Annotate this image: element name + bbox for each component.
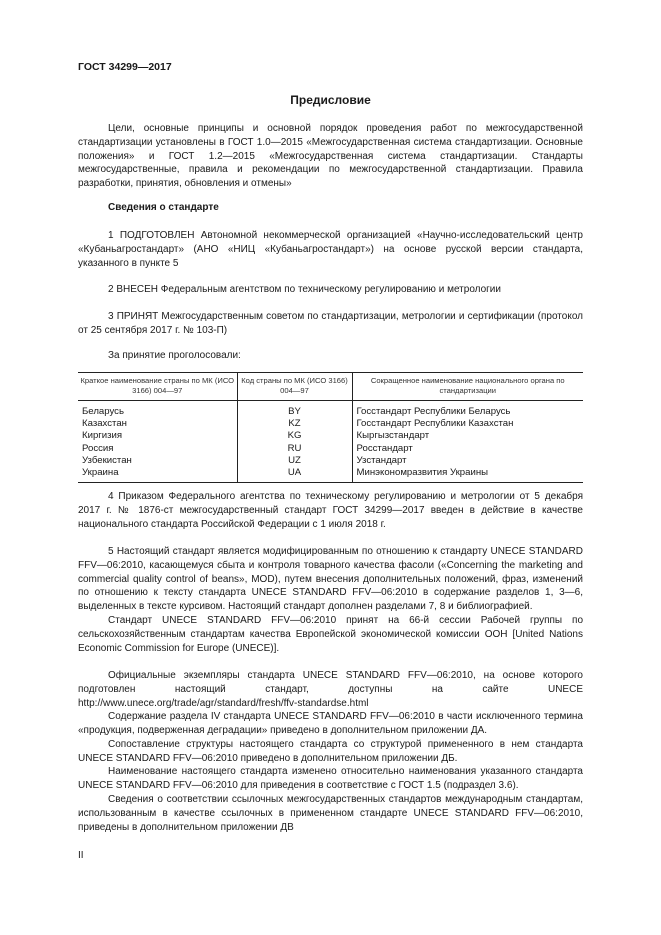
- table-header-body: Сокращенное наименование национального органа по стандартизации: [352, 373, 583, 401]
- country-cell: Россия: [82, 442, 114, 454]
- item-3-paragraph: 3 ПРИНЯТ Межгосударственным советом по стандартизации, метрологии и сертификации (протокол от 25 сентября 2017 г. № 103-П): [78, 311, 583, 336]
- body-cell: Госстандарт Республики Казахстан: [352, 418, 583, 430]
- body-cell: Узстандарт: [352, 455, 583, 467]
- table-header-row: [78, 373, 583, 401]
- table-row: [78, 418, 583, 430]
- body-cell: Кыргызстандарт: [352, 430, 583, 442]
- code-cell: RU: [237, 443, 352, 455]
- table-header-code: Код страны по МК (ИСО 3166) 004—97: [237, 373, 352, 401]
- document-code: ГОСТ 34299—2017: [78, 61, 172, 73]
- body-cell: Госстандарт Республики Беларусь: [352, 401, 583, 419]
- item-1-paragraph: 1 ПОДГОТОВЛЕН Автономной некоммерческой организацией «Научно-исследовательский центр «Кубаньагростандарт» (АНО «НИЦ «Кубаньагростандарт») на основе русской версии стандарта, указанного в пункте 5: [78, 230, 583, 269]
- country-cell: Узбекистан: [82, 454, 132, 466]
- country-cell: Казахстан: [82, 418, 127, 430]
- item-5-note-adoption: Стандарт UNECE STANDARD FFV—06:2010 принят на 66-й сессии Рабочей группы по сельскохозяйственным стандартам качества Европейской экономической комиссии ООН [United Nations Economic Commission for Europe (UNECE)].: [78, 615, 583, 654]
- item-5-note-copies: Официальные экземпляры стандарта UNECE STANDARD FFV—06:2010, на основе которого подготовлен настоящий стандарт, доступны на сайте UNECE http://www.unece.org/trade/agr/standard/fresh/ffv-standardse.html: [78, 670, 583, 709]
- code-cell: KZ: [237, 418, 352, 430]
- country-cell: Беларусь: [82, 406, 124, 417]
- code-cell: KG: [237, 430, 352, 442]
- table-row: [78, 443, 583, 455]
- table-row: [78, 455, 583, 467]
- code-cell: BY: [237, 401, 352, 419]
- page-number: II: [78, 850, 84, 861]
- country-cell: Киргизия: [82, 430, 123, 442]
- vote-label: За принятие проголосовали:: [108, 350, 241, 361]
- intro-paragraph: Цели, основные принципы и основной порядок проведения работ по межгосударственной стандартизации установлены в ГОСТ 1.0—2015 «Межгосударственная система стандартизации. Основные положения» и ГОСТ 1.2—2015 «Межгосударственная система стандартизации. Стандарты межгосударственные, правила и рекомендации по межгосударственной стандартизации. Правила разработки, принятия, обновления и отмены»: [78, 123, 583, 190]
- body-cell: Росстандарт: [352, 443, 583, 455]
- table-row: [78, 430, 583, 442]
- country-cell: Украина: [78, 467, 237, 483]
- table-row: [78, 401, 583, 419]
- item-5-note-title: Наименование настоящего стандарта изменено относительно наименования указанного стандарта UNECE STANDARD FFV—06:2010 для приведения в соответствие с ГОСТ 1.5 (подраздел 3.6).: [78, 766, 583, 791]
- voting-table: [78, 372, 583, 483]
- item-5-paragraph: 5 Настоящий стандарт является модифицированным по отношению к стандарту UNECE STANDARD FFV—06:2010, касающемуся сбыта и контроля товарного качества фасоли («Concerning the marketing and commercial quality control of beans», MOD), путем внесения дополнительных положений, фраз, изменений по отношению к тексту стандарта UNECE STANDARD FFV—06:2010 в содержание разделов 1, 3—6, выделенных в тексте курсивом. Настоящий стандарт дополнен разделами 7, 8 и библиографией.: [78, 546, 583, 613]
- code-cell: UA: [237, 467, 352, 483]
- item-5-note-annex-dv: Сведения о соответствии ссылочных межгосударственных стандартов международным стандартам, использованным в качестве ссылочных в примененном стандарте UNECE STANDARD FFV—06:2010, приведены в дополнительном приложении ДВ: [78, 794, 583, 833]
- page-title: Предисловие: [290, 93, 371, 107]
- section-heading: Сведения о стандарте: [108, 202, 219, 213]
- table-header-country: Краткое наименование страны по МК (ИСО 3166) 004—97: [78, 373, 237, 401]
- item-4-paragraph: 4 Приказом Федерального агентства по техническому регулированию и метрологии от 5 декабря 2017 г. № 1876-ст межгосударственный стандарт ГОСТ 34299—2017 введен в действие в качестве национального стандарта Российской Федерации с 1 июля 2018 г.: [78, 491, 583, 530]
- item-5-note-annex-db: Сопоставление структуры настоящего стандарта со структурой примененного в нем стандарта UNECE STANDARD FFV—06:2010 приведено в дополнительном приложении ДБ.: [78, 739, 583, 764]
- body-cell: Минэкономразвития Украины: [352, 467, 583, 483]
- table-row: [78, 467, 583, 483]
- code-cell: UZ: [237, 455, 352, 467]
- item-5-note-annex-da: Содержание раздела IV стандарта UNECE STANDARD FFV—06:2010 в части исключенного термина «продукция, подверженная деградации» приведено в дополнительном приложении ДА.: [78, 711, 583, 736]
- item-2-paragraph: 2 ВНЕСЕН Федеральным агентством по техническому регулированию и метрологии: [108, 284, 501, 295]
